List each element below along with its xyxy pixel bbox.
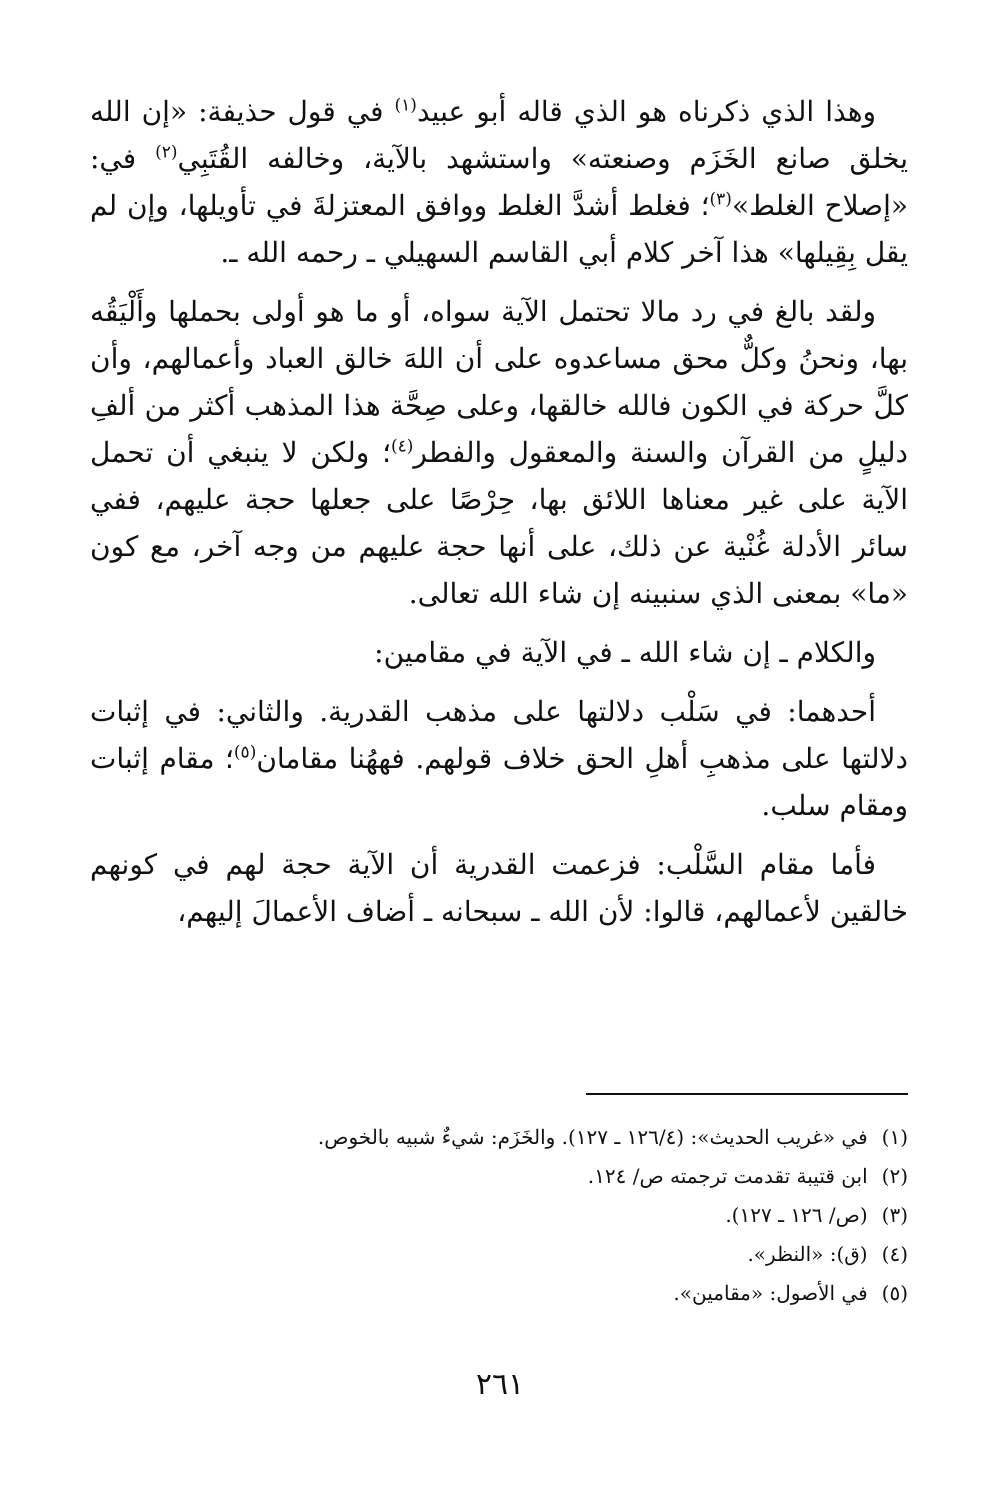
main-text-body [90, 88, 908, 947]
footnote-number: (٥) [881, 1281, 908, 1305]
footnote-marker: (٥) [233, 742, 257, 763]
footnote-number: (٢) [881, 1164, 908, 1188]
footnote-marker: (٣) [709, 189, 732, 210]
paragraph [90, 288, 908, 617]
footnote-text: ابن قتيبة تقدمت ترجمته ص/ ١٢٤. [587, 1164, 868, 1188]
footnote-marker: (٢) [155, 142, 178, 163]
paragraph-text: أحدهما: في سَلْب دلالتها على مذهب القدرية. والثاني: في إثبات دلالتها على مذهبِ أهلِ الحق خلاف قولهم. فههُنا مقامان [90, 695, 908, 775]
footnote-marker: (١) [394, 95, 417, 116]
footnote-separator [586, 1093, 908, 1095]
footnote-number: (١) [881, 1125, 908, 1149]
paragraph-text: والكلام ـ إن شاء الله ـ في الآية في مقامين: [374, 636, 876, 669]
footnotes [130, 1118, 908, 1313]
footnote-text: (ق): «النظر». [747, 1242, 868, 1266]
paragraph [90, 88, 908, 276]
footnote-text: في «غريب الحديث»: (١٢٦/٤ ـ ١٢٧). والخَزَم: شيءٌ شبيه بالخوص. [317, 1125, 868, 1149]
footnote-text: (ص/ ١٢٦ ـ ١٢٧). [725, 1203, 868, 1227]
footnote-number: (٣) [881, 1203, 908, 1227]
footnote [130, 1118, 908, 1157]
paragraph [90, 841, 908, 935]
paragraph-text: ؛ مقام إثبات ومقام سلب. [90, 742, 908, 822]
footnote [130, 1235, 908, 1274]
paragraph-text: ؛ فغلط أشدَّ الغلط ووافق المعتزلةَ في تأويلها، وإن لم يقل بِقِيلها» هذا آخر كلام أبي القاسم السهيلي ـ رحمه الله ـ. [90, 189, 908, 269]
footnote [130, 1157, 908, 1196]
paragraph-text: فأما مقام السَّلْب: فزعمت القدرية أن الآية حجة لهم في كونهم خالقين لأعمالهم، قالوا: لأن الله ـ سبحانه ـ أضاف الأعمالَ إليهم، [90, 848, 908, 928]
page-number: ٢٦١ [475, 1367, 525, 1402]
footnote-text: في الأصول: «مقامين». [673, 1281, 868, 1305]
paragraph [90, 688, 908, 829]
paragraph-text: ولقد بالغ في رد مالا تحتمل الآية سواه، أو ما هو أولى بحملها وأَلْيَقُه بها، ونحنُ وكلٌّ محق مساعدوه على أن اللهَ خالق العباد وأعمالهم، وأن كلَّ حركة في الكون فالله خالقها، وعلى صِحَّة هذا المذهب أكثر من ألفِ دليلٍ من القرآن والسنة والمعقول والفطر [90, 295, 908, 469]
footnote [130, 1196, 908, 1235]
paragraph-text: في قول حذيفة: «إن الله يخلق صانع الخَزَم وصنعته» واستشهد بالآية، وخالفه القُتَبِي [90, 95, 908, 175]
paragraph [90, 629, 908, 676]
footnote [130, 1274, 908, 1313]
paragraph-text: ؛ ولكن لا ينبغي أن تحمل الآية على غير معناها اللائق بها، حِرْصًا على جعلها حجة عليهم، ففي سائر الأدلة غُنْية عن ذلك، على أنها حجة عليهم من وجه آخر، مع كون «ما» بمعنى الذي سنبينه إن شاء الله تعالى. [90, 436, 908, 610]
paragraph-text: وهذا الذي ذكرناه هو الذي قاله أبو عبيد [416, 95, 876, 128]
footnote-marker: (٤) [391, 436, 414, 457]
paragraph-text: في: «إصلاح الغلط» [90, 142, 908, 222]
footnote-number: (٤) [881, 1242, 908, 1266]
